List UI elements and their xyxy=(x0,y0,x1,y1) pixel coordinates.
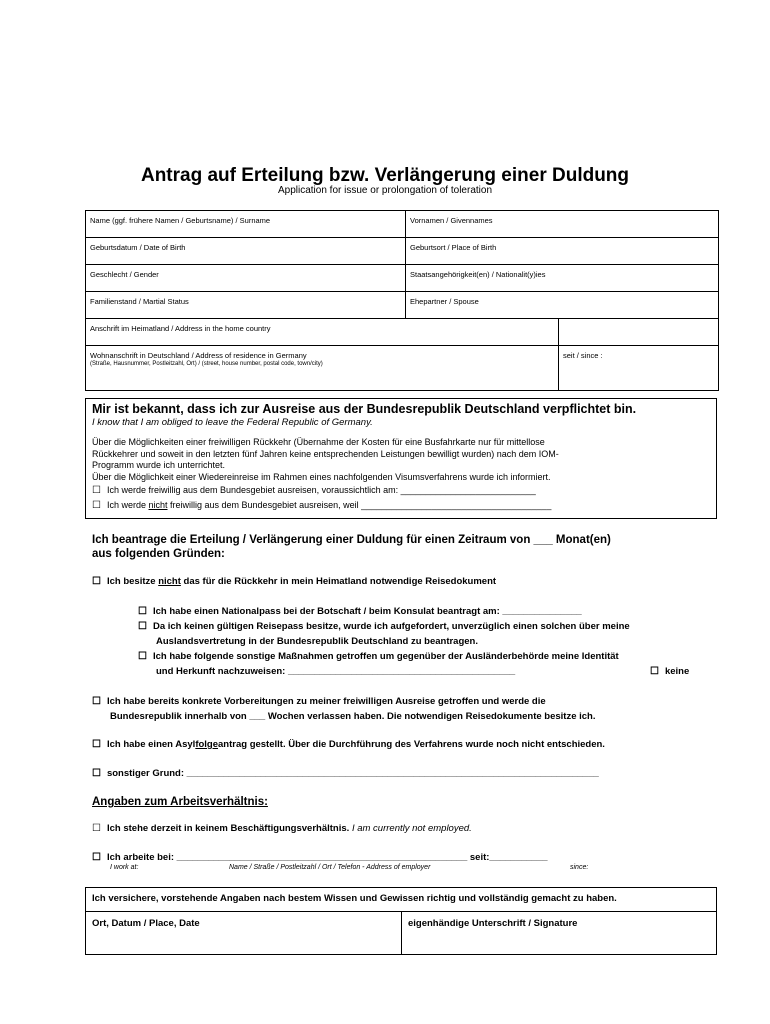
employment-none-text: Ich stehe derzeit in keinem Beschäftigungsverhältnis. xyxy=(106,823,350,834)
givennames-field[interactable]: Vornamen / Givennames xyxy=(410,216,493,225)
checkbox-icon[interactable]: ☐ xyxy=(650,666,659,677)
personal-data-table xyxy=(85,210,719,391)
keine-label: keine xyxy=(664,666,690,677)
reason-no-passport-b: das für die Rückkehr in mein Heimatland notwendige Reisedokument xyxy=(180,576,497,587)
form-subtitle: Application for issue or prolongation of toleration xyxy=(277,185,493,196)
employment-heading: Angaben zum Arbeitsverhältnis: xyxy=(92,796,268,808)
sub-reason-1-text: Ich habe einen Nationalpass bei der Botschaft / beim Konsulat beantragt am: _______________ xyxy=(152,606,582,617)
sub-reason-national-passport xyxy=(138,606,582,617)
signature-box xyxy=(85,887,717,955)
obligation-box xyxy=(85,398,717,519)
signature-field[interactable]: eigenhändige Unterschrift / Signature xyxy=(408,918,578,929)
iom-line-3: Programm wurde ich unterrichtet. xyxy=(92,460,226,470)
reason-no-passport xyxy=(92,576,496,587)
checkbox-icon[interactable]: ☐ xyxy=(92,739,101,750)
reason-asylum-folge: folge xyxy=(195,739,219,750)
reason-other-text: sonstiger Grund: ______________________________________________________________________________ xyxy=(106,768,599,779)
apply-line-2: aus folgenden Gründen: xyxy=(92,548,225,560)
employment-employer-text: Ich arbeite bei: _______________________________________________________ seit:___________ xyxy=(106,852,548,863)
employment-none xyxy=(92,823,472,834)
checkbox-icon[interactable]: ☐ xyxy=(138,606,147,617)
checkbox-icon[interactable]: ☐ xyxy=(92,852,101,863)
employment-en: I work at: xyxy=(110,864,139,871)
reason-other xyxy=(92,768,599,779)
declaration: Ich versichere, vorstehende Angaben nach bestem Wissen und Gewissen richtig und vollständig gemacht zu haben. xyxy=(86,888,716,912)
form-title: Antrag auf Erteilung bzw. Verlängerung einer Duldung xyxy=(140,165,630,186)
checkbox-icon[interactable]: ☐ xyxy=(92,823,101,834)
since-field[interactable]: seit / since : xyxy=(563,351,603,360)
sub-reason-3-line-2: und Herkunft nachzuweisen: ___________________________________________ xyxy=(156,666,516,677)
sub-reason-2-line-2: Auslandsvertretung in der Bundesrepublik Deutschland zu beantragen. xyxy=(156,636,478,647)
employer-address-hint: Name / Straße / Postleitzahl / Ort / Telefon - Address of employer xyxy=(229,864,431,871)
iom-line-2: Rückkehrer und soweit in den letzten fünf Jahren keine entsprechenden Leistungen bewilligt wurden) nach dem IOM- xyxy=(92,448,559,459)
german-address-hint: (Straße, Hausnummer, Postleitzahl, Ort) / (street, house number, postal code, town/city) xyxy=(90,361,323,367)
obligation-heading-en: I know that I am obliged to leave the Federal Republic of Germany. xyxy=(92,417,373,428)
checkbox-icon[interactable]: ☐ xyxy=(92,499,101,511)
reason-asylum-a: Ich habe einen Asyl xyxy=(106,739,196,750)
surname-field[interactable]: Name (ggf. frühere Namen / Geburtsname) / Surname xyxy=(86,211,406,237)
reason-no-passport-a: Ich besitze xyxy=(106,576,159,587)
checkbox-icon[interactable]: ☐ xyxy=(92,485,101,496)
checkbox-icon[interactable]: ☐ xyxy=(138,621,147,632)
reason-asylum xyxy=(92,739,605,750)
voluntary-departure-option: Ich werde freiwillig aus dem Bundesgebiet ausreisen, voraussichtlich am: ___________________________ xyxy=(106,485,536,495)
checkbox-icon[interactable]: ☐ xyxy=(138,651,147,662)
spouse-field[interactable]: Ehepartner / Spouse xyxy=(410,297,479,306)
sub-reason-3-text: Ich habe folgende sonstige Maßnahmen getroffen um gegenüber der Ausländerbehörde meine Identität xyxy=(152,651,619,662)
keine-option xyxy=(650,666,689,677)
reentry-info: Über die Möglichkeit einer Wiedereinreise im Rahmen eines nachfolgenden Visumsverfahrens wurde ich informiert. xyxy=(92,471,551,482)
reason-no-passport-nicht: nicht xyxy=(158,576,181,587)
reason-preparations-line-2: Bundesrepublik innerhalb von ___ Wochen verlassen haben. Die notwendigen Reisedokumente besitze ich. xyxy=(110,711,596,722)
sub-reason-requested xyxy=(138,621,630,632)
no-voluntary-departure-nicht: nicht xyxy=(148,499,168,510)
nationality-field[interactable]: Staatsangehörigkeit(en) / Nationalit(y)ies xyxy=(410,270,546,279)
german-address-label: Wohnanschrift in Deutschland / Address of residence in Germany xyxy=(90,351,307,360)
sub-reason-identity xyxy=(138,651,619,662)
pob-field[interactable]: Geburtsort / Place of Birth xyxy=(410,243,497,252)
dob-field[interactable]: Geburtsdatum / Date of Birth xyxy=(86,238,406,264)
obligation-heading: Mir ist bekannt, dass ich zur Ausreise aus der Bundesrepublik Deutschland verpflichtet bin. xyxy=(92,402,637,416)
reason-preparations-text: Ich habe bereits konkrete Vorbereitungen zu meiner freiwilligen Ausreise getroffen und werde die xyxy=(106,696,546,707)
employment-since-en: since: xyxy=(570,864,589,871)
reason-asylum-b: antrag gestellt. Über die Durchführung des Verfahrens wurde noch nicht entschieden. xyxy=(218,739,605,750)
employment-none-en: I am currently not employed. xyxy=(351,823,472,834)
iom-line-1: Über die Möglichkeiten einer freiwilligen Rückkehr (Übernahme der Kosten für eine Busfahrkarte nur für mittellose xyxy=(92,437,545,447)
apply-line-1: Ich beantrage die Erteilung / Verlängerung einer Duldung für einen Zeitraum von ___ Monat(en) xyxy=(92,534,611,546)
no-voluntary-departure-b: freiwillig aus dem Bundesgebiet ausreisen, weil ______________________________________ xyxy=(167,499,552,510)
home-address-field[interactable]: Anschrift im Heimatland / Address in the home country xyxy=(86,319,559,345)
checkbox-icon[interactable]: ☐ xyxy=(92,696,101,707)
marital-status-field[interactable]: Familienstand / Martial Status xyxy=(86,292,406,318)
checkbox-icon[interactable]: ☐ xyxy=(92,768,101,779)
sub-reason-2-text: Da ich keinen gültigen Reisepass besitze, wurde ich aufgefordert, unverzüglich einen solchen über meine xyxy=(152,621,630,632)
no-voluntary-departure-a: Ich werde xyxy=(106,499,149,510)
home-address-extra[interactable] xyxy=(559,319,718,345)
checkbox-icon[interactable]: ☐ xyxy=(92,576,101,587)
german-address-field[interactable] xyxy=(86,346,559,390)
gender-field[interactable]: Geschlecht / Gender xyxy=(86,265,406,291)
employment-employer xyxy=(92,852,548,863)
place-date-field[interactable]: Ort, Datum / Place, Date xyxy=(86,912,402,954)
reason-preparations xyxy=(92,696,546,707)
